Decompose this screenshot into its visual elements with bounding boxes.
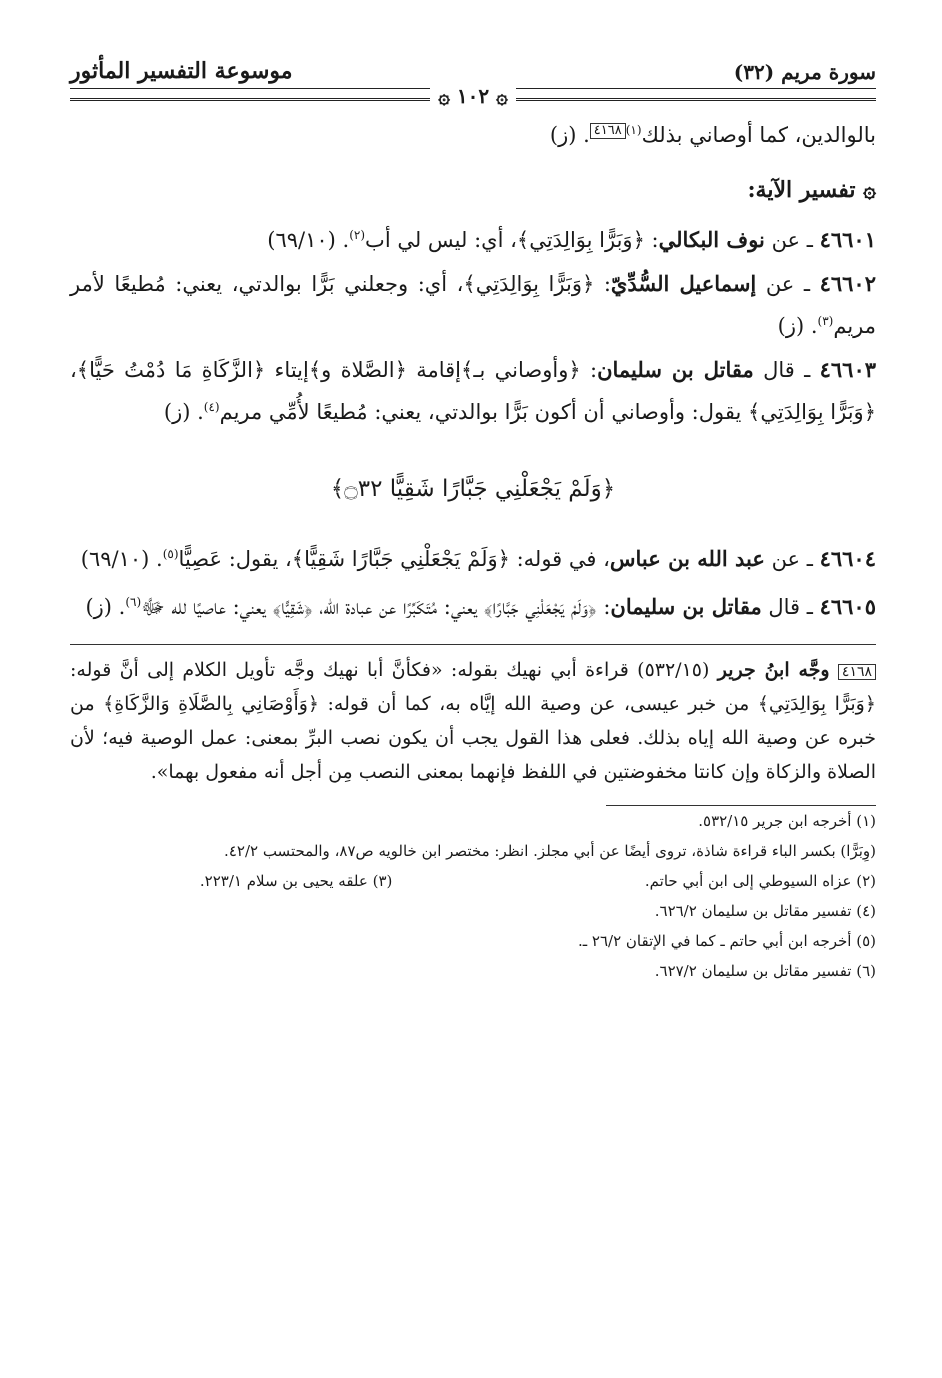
entry-tail: . (٦٩/١٠) bbox=[267, 228, 350, 252]
entry-text: : ﴿وَبَرًّا بِوَالِدَتِي﴾، أي: ليس لي أب bbox=[365, 228, 659, 252]
entry-tail: . (ز) bbox=[85, 595, 126, 619]
footnote-marker: (١) bbox=[625, 123, 642, 137]
page-header bbox=[70, 52, 876, 112]
commentary-note bbox=[70, 644, 876, 789]
footnote-marker: (٣) bbox=[817, 314, 834, 328]
entry-46605 bbox=[70, 584, 876, 626]
lead-tail: . (ز) bbox=[549, 123, 590, 147]
entry-sep: ـ قال bbox=[761, 595, 820, 619]
entry-sep: ـ عن bbox=[764, 547, 820, 571]
note-ref-box: ٤١٦٨ bbox=[838, 664, 876, 680]
footnote-marker: (٥) bbox=[162, 547, 179, 561]
entry-text: : ﴿وأوصاني بـ﴾إقامة ﴿الصَّلاة و﴾إيتاء ﴿الزَّكَاةِ مَا دُمْتُ حَيًّا﴾، ﴿وَبَرًّا بِوَالِدَتِي﴾ يقول: وأوصاني أن أكون بَرًّا بوالدتي، يعني: مُطيعًا لأُمِّي مريم bbox=[70, 358, 876, 424]
note-text: (٥٣٢/١٥) قراءة أبي نهيك بقوله: «فكأنَّ أبا نهيك وجَّه تأويل الكلام إلى أنَّ قوله: ﴿وَبَرًّا بِوَالِدَتِي﴾ من خبر عيسى، عن وصية الله إيَّاه به، كما أن قوله: ﴿وَأَوْصَانِي بِالصَّلَاةِ وَالزَّكَاةِ﴾ من خبره عن وصية الله إياه بذلك. فعلى هذا القول يجب أن يكون نصب البرِّ بمعنى: عمل الوصية فيه؛ لأن الصلاة والزكاة وإن كانتا مخفوضتين في اللفظ فإنهما بمعنى النصب مِن أجل أنه مفعول بهما». bbox=[70, 659, 876, 783]
lead-text: بالوالدين، كما أوصاني بذلك bbox=[641, 123, 876, 147]
narrator-name: مقاتل بن سليمان bbox=[597, 357, 754, 382]
verse-heading: ﴿وَلَمْ يَجْعَلْنِي جَبَّارًا شَقِيًّا ۝٣٢﴾ bbox=[330, 476, 616, 502]
entry-46602 bbox=[70, 265, 876, 345]
footnote-4: (٤) تفسير مقاتل بن سليمان ٦٢٦/٢. bbox=[654, 902, 876, 920]
surah-title: سورة مريم (٣٢) bbox=[733, 60, 876, 84]
entry-text: : ﴿وَبَرًّا بِوَالِدَتِي﴾، أي: وجعلني بَرًّا بوالدتي، يعني: مُطيعًا لأمر مريم bbox=[70, 272, 876, 338]
entry-46603 bbox=[70, 351, 876, 431]
entry-tail: . (ز) bbox=[163, 400, 204, 424]
footnotes bbox=[70, 805, 876, 986]
note-author: وجَّه ابنُ جرير bbox=[717, 659, 830, 681]
lead-paragraph bbox=[70, 112, 876, 154]
entry-number: ٤٦٦٠٥ bbox=[819, 594, 876, 619]
footnote-6: (٦) تفسير مقاتل بن سليمان ٦٢٧/٢. bbox=[654, 962, 876, 980]
narrator-name: عبد الله بن عباس bbox=[609, 546, 765, 571]
footnote-1-note: (وِبَرًّا) بكسر الباء قراءة شاذة، تروى أيضًا عن أبي مجلز. انظر: مختصر ابن خالويه ص٨٧، والمحتسب ٤٢/٢. bbox=[224, 842, 876, 860]
entry-tail: . (ز) bbox=[777, 314, 818, 338]
entry-sep: ـ عن bbox=[756, 272, 820, 296]
narrator-name: نوف البكالي bbox=[658, 227, 765, 252]
footnote-row-2-3 bbox=[70, 866, 876, 896]
footnote-2: (٢) عزاه السيوطي إلى ابن أبي حاتم. bbox=[644, 872, 876, 890]
entry-text: : ﴿وَلَمْ يَجْعَلْنِي جَبَّارًا﴾ يعني: مُتَكَبِّرًا عن عبادة الله، ﴿شَقِيًّا﴾ يعني: عاصيًا لله ﷻ bbox=[141, 595, 611, 619]
footnote-marker: (٦) bbox=[125, 595, 142, 609]
entry-sep: ـ قال bbox=[753, 358, 820, 382]
page-number: ۞ ١٠٢ ۞ bbox=[430, 84, 516, 108]
note-ref-box: ٤١٦٨ bbox=[590, 123, 626, 139]
entry-46601 bbox=[70, 217, 876, 259]
entry-number: ٤٦٦٠١ bbox=[819, 227, 876, 252]
footnote-5: (٥) أخرجه ابن أبي حاتم ـ كما في الإتقان ٢٦/٢ ـ. bbox=[577, 932, 876, 950]
entry-number: ٤٦٦٠٣ bbox=[819, 357, 877, 382]
footnote-3: (٣) علقه يحيى بن سلام ٢٢٣/١. bbox=[199, 872, 393, 890]
main-text bbox=[70, 112, 876, 626]
entry-tail: . (٦٩/١٠) bbox=[80, 547, 163, 571]
entry-text: ، في قوله: ﴿وَلَمْ يَجْعَلْنِي جَبَّارًا شَقِيًّا﴾، يقول: عَصِيًّا bbox=[178, 547, 610, 571]
narrator-name: إسماعيل السُّدِّيّ bbox=[610, 271, 757, 296]
entry-number: ٤٦٦٠٤ bbox=[819, 546, 876, 571]
entry-sep: ـ عن bbox=[764, 228, 820, 252]
narrator-name: مقاتل بن سليمان bbox=[610, 594, 762, 619]
page bbox=[70, 52, 876, 986]
section-title: ۞ تفسير الآية: bbox=[747, 177, 876, 203]
footnote-marker: (٤) bbox=[203, 400, 220, 414]
entry-number: ٤٦٦٠٢ bbox=[819, 271, 876, 296]
footnote-marker: (٢) bbox=[349, 228, 366, 242]
footnote-1: (١) أخرجه ابن جرير ٥٣٢/١٥. bbox=[698, 812, 876, 830]
entry-46604 bbox=[70, 536, 876, 578]
book-title: موسوعة التفسير المأثور bbox=[70, 58, 293, 84]
